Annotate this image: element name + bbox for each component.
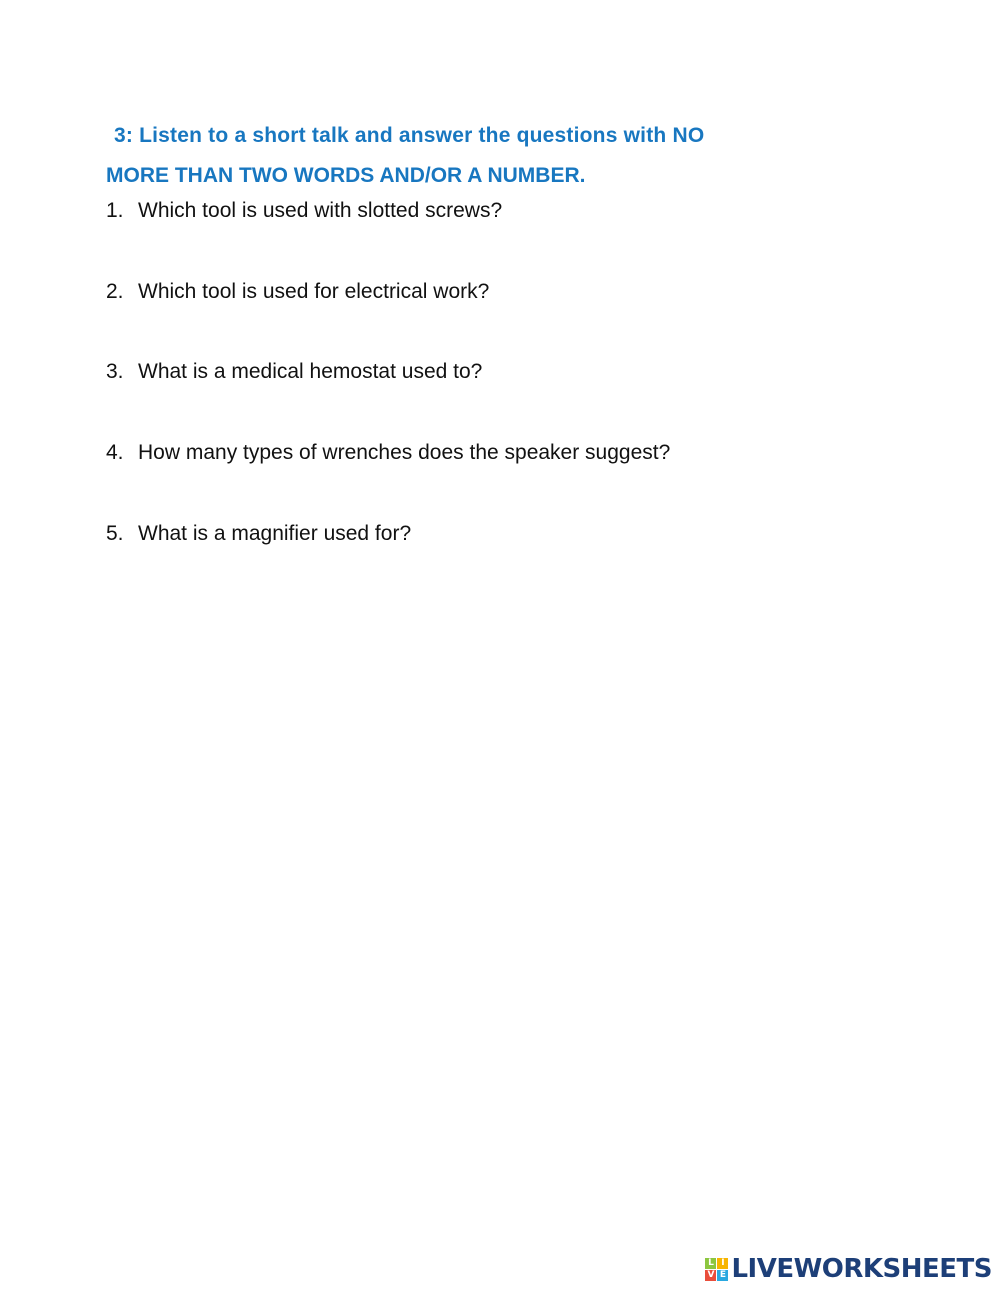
question-5	[106, 521, 411, 547]
question-number: 2.	[106, 280, 124, 303]
instruction-line-1: 3: Listen to a short talk and answer the questions with NO	[114, 124, 705, 147]
question-4	[106, 440, 670, 466]
logo-mark-i: I	[717, 1258, 728, 1269]
instruction-line-2: MORE THAN TWO WORDS AND/OR A NUMBER.	[106, 164, 586, 187]
logo-mark-e: E	[717, 1270, 728, 1281]
liveworksheets-logo	[705, 1253, 992, 1285]
logo-mark-v: V	[705, 1270, 716, 1281]
question-number: 5.	[106, 522, 124, 545]
logo-mark-l: L	[705, 1258, 716, 1269]
question-number: 3.	[106, 360, 124, 383]
question-3	[106, 359, 482, 385]
question-text: Which tool is used with slotted screws?	[138, 199, 503, 222]
question-number: 1.	[106, 199, 124, 222]
logo-text: LIVEWORKSHEETS	[731, 1254, 992, 1284]
question-text: Which tool is used for electrical work?	[138, 280, 490, 303]
instruction-heading	[106, 116, 806, 196]
question-text: What is a magnifier used for?	[138, 522, 412, 545]
question-2	[106, 279, 489, 305]
question-text: What is a medical hemostat used to?	[138, 360, 483, 383]
question-number: 4.	[106, 441, 124, 464]
question-1	[106, 198, 502, 224]
question-text: How many types of wrenches does the speaker suggest?	[138, 441, 671, 464]
logo-mark-icon	[705, 1258, 728, 1281]
